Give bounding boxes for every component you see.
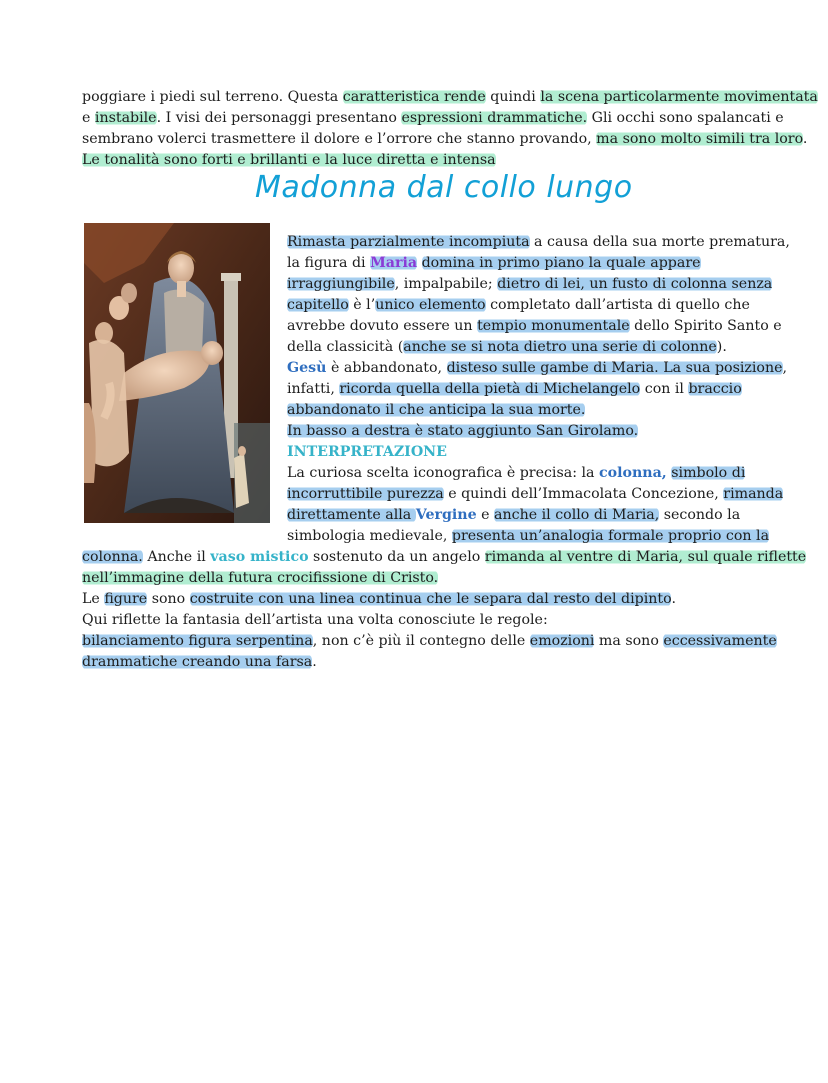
text-line xyxy=(287,379,742,400)
highlight-green: la scena particolarmente movimentata xyxy=(540,89,818,105)
text-line xyxy=(287,463,745,484)
text-line xyxy=(287,505,740,526)
painting-image xyxy=(84,223,270,523)
text: sembrano volerci trasmettere il dolore e l’orrore che stanno provando, xyxy=(82,131,597,147)
text-line xyxy=(287,274,772,295)
text: avrebbe dovuto essere un xyxy=(287,318,478,334)
highlight-blue: In basso a destra è stato aggiunto San Girolamo. xyxy=(287,423,639,439)
text: Gli occhi sono spalancati e xyxy=(587,110,784,126)
highlight-blue: presenta un’analogia formale proprio con la xyxy=(451,528,770,544)
text: ma sono xyxy=(594,633,664,649)
text: completato dall’artista di quello che xyxy=(485,297,750,313)
text: . I visi dei personaggi presentano xyxy=(156,110,402,126)
text: La curiosa scelta iconografica è precisa: la xyxy=(287,465,600,481)
highlight-blue: anche il collo di Maria, xyxy=(494,507,660,523)
text-line xyxy=(82,87,818,108)
text: , impalpabile; xyxy=(394,276,498,292)
highlight-blue: anche se si nota dietro una serie di colonne xyxy=(403,339,717,355)
text: sostenuto da un angelo xyxy=(308,549,485,565)
painting-svg xyxy=(84,223,270,523)
text-line xyxy=(82,150,496,171)
text-line xyxy=(82,129,807,150)
highlight-green: instabile xyxy=(94,110,157,126)
text: a causa della sua morte prematura, xyxy=(529,234,790,250)
keyword-vaso-mistico: vaso mistico xyxy=(210,549,309,565)
text: con il xyxy=(640,381,689,397)
keyword-gesu: Gesù xyxy=(287,360,327,376)
text: Le xyxy=(82,591,105,607)
text-line xyxy=(287,316,782,337)
text: . xyxy=(802,131,808,147)
text-line xyxy=(82,589,676,610)
text-line xyxy=(287,232,790,253)
highlight-blue: eccessivamente xyxy=(663,633,777,649)
keyword-vergine: Vergine xyxy=(415,507,477,523)
text: e xyxy=(82,110,95,126)
text-line xyxy=(82,547,806,568)
text: quindi xyxy=(485,89,541,105)
highlight-green: rimanda al ventre di Maria, sul quale riflette xyxy=(484,549,807,565)
text: dello Spirito Santo e xyxy=(629,318,782,334)
highlight-green: ma sono molto simili tra loro xyxy=(596,131,803,147)
text-line xyxy=(287,421,638,442)
highlight-blue: rimanda xyxy=(723,486,784,502)
highlight-blue: simbolo di xyxy=(671,465,746,481)
text-line xyxy=(82,610,548,631)
highlight-blue: direttamente alla xyxy=(287,507,416,523)
highlight-blue: incorruttibile purezza xyxy=(287,486,444,502)
text-line xyxy=(82,568,438,589)
text-line xyxy=(287,337,727,358)
text: sono xyxy=(147,591,190,607)
highlight-blue: disteso sulle gambe di Maria. La sua posizione xyxy=(446,360,783,376)
text: , non c’è più il contegno delle xyxy=(312,633,530,649)
text-line xyxy=(287,295,750,316)
highlight-blue: drammatiche creando una farsa xyxy=(82,654,313,670)
highlight-green: espressioni drammatiche. xyxy=(401,110,588,126)
text: Qui riflette la fantasia dell’artista una volta conosciute le regole: xyxy=(82,612,548,628)
keyword-colonna: colonna, xyxy=(599,465,667,481)
highlight-blue: irraggiungibile xyxy=(287,276,395,292)
highlight-blue: dietro di lei, un fusto di colonna senza xyxy=(497,276,773,292)
highlight-green: Le tonalità sono forti e brillanti e la luce diretta e intensa xyxy=(82,152,496,168)
highlight-blue: unico elemento xyxy=(375,297,486,313)
text-line xyxy=(287,358,787,379)
text: poggiare i piedi sul terreno. Questa xyxy=(82,89,343,105)
text-line xyxy=(287,526,769,547)
text-line xyxy=(287,400,585,421)
text-line xyxy=(287,484,783,505)
text: e xyxy=(476,507,495,523)
text-line xyxy=(287,253,701,274)
highlight-blue: braccio xyxy=(688,381,742,397)
text: ). xyxy=(716,339,727,355)
page-title: Madonna dal collo lungo xyxy=(255,170,633,205)
keyword-maria: Maria xyxy=(370,255,418,271)
text-line xyxy=(82,652,317,673)
highlight-green: caratteristica rende xyxy=(342,89,486,105)
highlight-blue: capitello xyxy=(287,297,349,313)
highlight-blue: ricorda quella della pietà di Michelangelo xyxy=(339,381,641,397)
highlight-blue: domina in primo piano la quale appare xyxy=(421,255,701,271)
text: è l’ xyxy=(348,297,376,313)
text: è abbandonato, xyxy=(326,360,447,376)
highlight-blue: colonna. xyxy=(82,549,143,565)
highlight-green: nell’immagine della futura crocifissione di Cristo. xyxy=(82,570,439,586)
text: Anche il xyxy=(142,549,211,565)
text: della classicità ( xyxy=(287,339,404,355)
highlight-blue: tempio monumentale xyxy=(477,318,630,334)
text: simbologia medievale, xyxy=(287,528,452,544)
highlight-blue: bilanciamento figura serpentina xyxy=(82,633,313,649)
text xyxy=(417,255,422,271)
text-line xyxy=(82,631,777,652)
highlight-blue: figure xyxy=(104,591,148,607)
text: , xyxy=(782,360,788,376)
highlight-blue: emozioni xyxy=(529,633,595,649)
text: secondo la xyxy=(659,507,741,523)
text-line xyxy=(82,108,784,129)
highlight-blue: abbandonato il che anticipa la sua morte. xyxy=(287,402,586,418)
section-title: INTERPRETAZIONE xyxy=(287,444,447,460)
text: e quindi dell’Immacolata Concezione, xyxy=(443,486,724,502)
text: la figura di xyxy=(287,255,371,271)
highlight-blue: Rimasta parzialmente incompiuta xyxy=(287,234,530,250)
text: . xyxy=(312,654,317,670)
highlight-blue: costruite con una linea continua che le separa dal resto del dipinto xyxy=(189,591,672,607)
text: . xyxy=(671,591,676,607)
text: infatti, xyxy=(287,381,340,397)
